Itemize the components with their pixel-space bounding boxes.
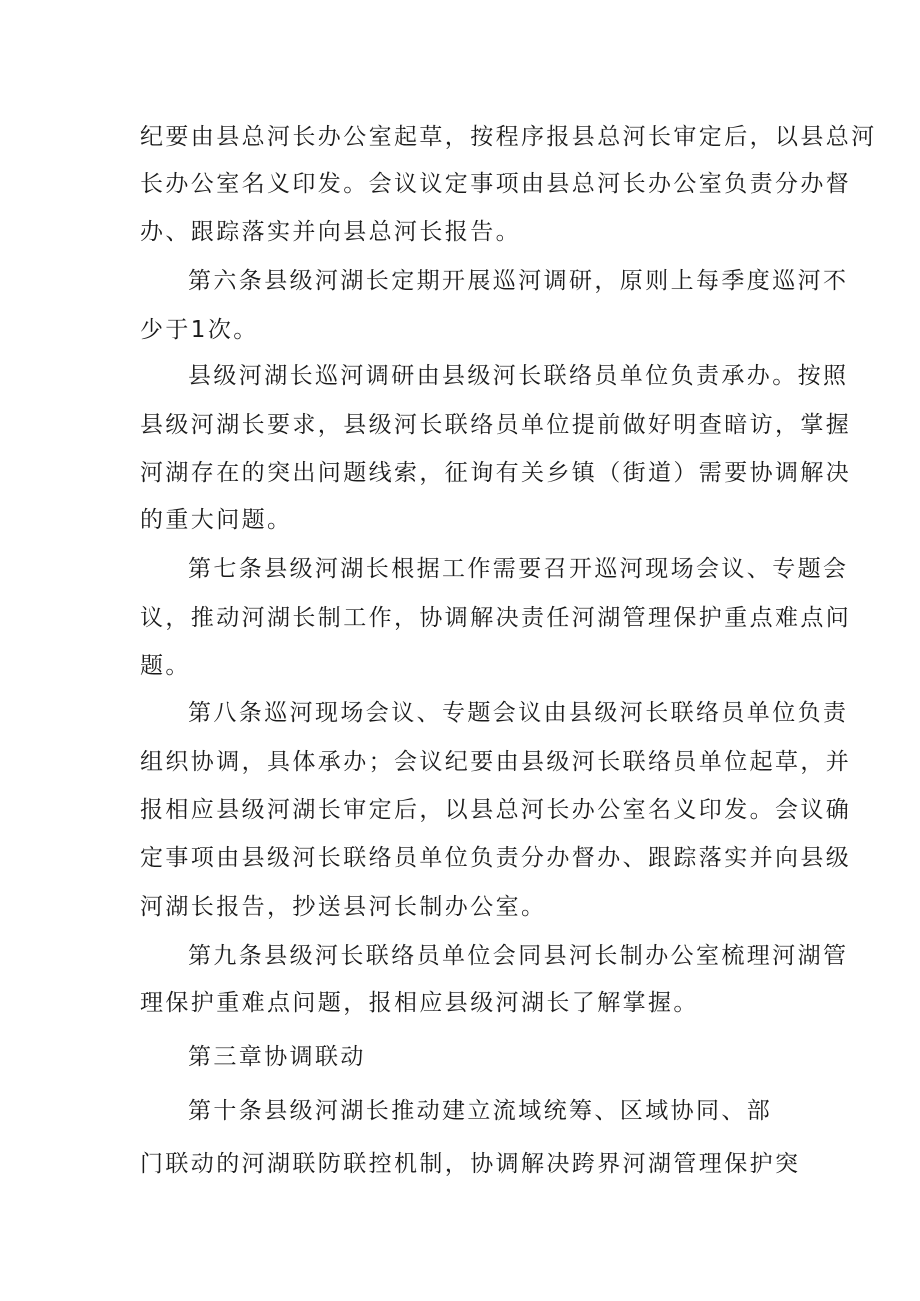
text-line: 县级河湖长要求，县级河长联络员单位提前做好明查暗访，掌握 [140,412,852,438]
text-line: 县级河湖长巡河调研由县级河长联络员单位负责承办。按照 [188,363,849,389]
text-line: 定事项由县级河长联络员单位负责分办督办、跟踪落实并向县级 [140,845,852,871]
text-line: 报相应县级河湖长审定后，以县总河长办公室名义印发。会议确 [140,797,852,823]
text-line: 长办公室名义印发。会议议定事项由县总河长办公室负责分办督 [140,171,852,197]
text-line: 组织协调，具体承办；会议纪要由县级河长联络员单位起草，并 [140,749,852,775]
text-line: 河湖存在的突出问题线索，征询有关乡镇（街道）需要协调解决 [140,460,852,486]
text-line: 河湖长报告，抄送县河长制办公室。 [140,894,547,920]
text-line: 议，推动河湖长制工作，协调解决责任河湖管理保护重点难点问 [140,605,852,631]
text-line: 的重大问题。 [140,507,293,533]
text-line: 理保护重难点问题，报相应县级河湖长了解掌握。 [140,990,699,1016]
text-line: 第九条县级河长联络员单位会同县河长制办公室梳理河湖管 [188,943,849,969]
text-line: 纪要由县总河长办公室起草，按程序报县总河长审定后，以县总河 [140,124,877,150]
text-line: 门联动的河湖联防联控机制，协调解决跨界河湖管理保护突 [140,1151,801,1177]
text-line: 第十条县级河湖长推动建立流域统筹、区域协同、部 [188,1098,773,1124]
text-line: 第六条县级河湖长定期开展巡河调研，原则上每季度巡河不 [188,268,849,294]
text-line: 办、跟踪落实并向县总河长报告。 [140,219,521,245]
section-heading: 第三章协调联动 [188,1044,366,1070]
text-line: 第八条巡河现场会议、专题会议由县级河长联络员单位负责 [188,700,849,726]
text-line: 题。 [140,653,191,679]
text-line: 少于1次。 [140,317,259,343]
text-line: 第七条县级河湖长根据工作需要召开巡河现场会议、专题会 [188,556,849,582]
